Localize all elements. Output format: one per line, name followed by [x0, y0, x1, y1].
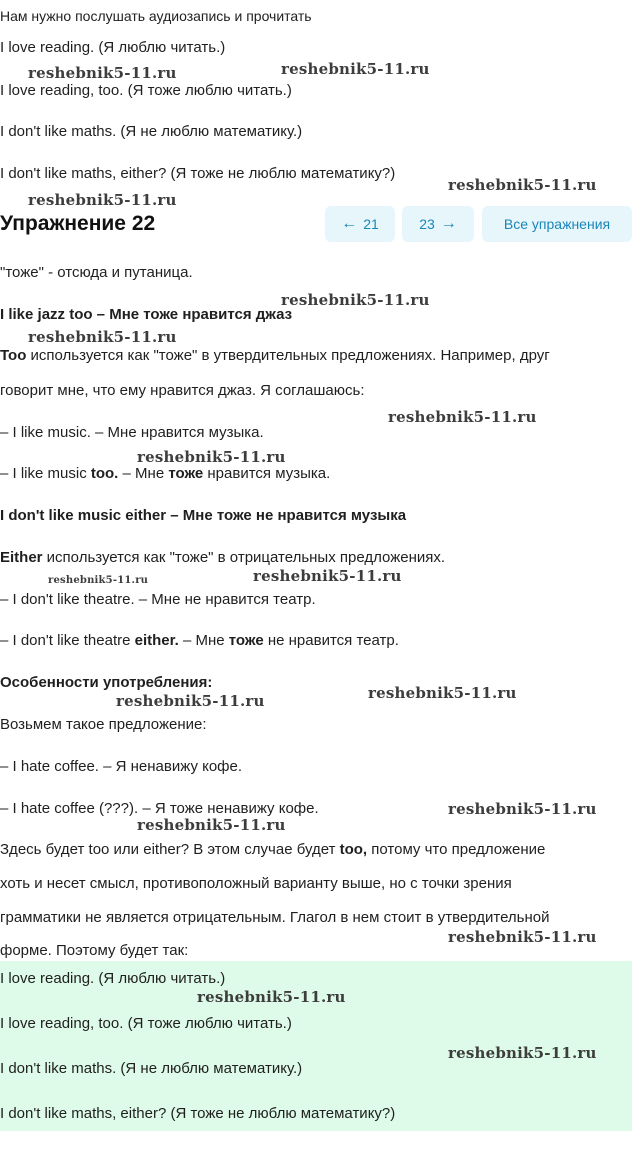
- text-line: I love reading, too. (Я тоже люблю читать.): [0, 82, 292, 99]
- answer-line: I don't like maths, either? (Я тоже не люблю математику?): [0, 1105, 396, 1122]
- exercise-title: Упражнение 22: [0, 212, 156, 235]
- watermark: reshebnik5-11.ru: [448, 928, 597, 946]
- text-line: Нам нужно послушать аудиозапись и прочитать: [0, 8, 312, 24]
- answer-line: I don't like maths. (Я не люблю математику.): [0, 1060, 303, 1077]
- paragraph-line: грамматики не является отрицательным. Глагол в нем стоит в утвердительной: [0, 909, 550, 926]
- paragraph-line: хоть и несет смысл, противоположный варианту выше, но с точки зрения: [0, 875, 512, 892]
- answer-line: I love reading, too. (Я тоже люблю читать.): [0, 1015, 292, 1032]
- watermark: reshebnik5-11.ru: [448, 176, 597, 194]
- too-description-line2: говорит мне, что ему нравится джаз. Я соглашаюсь:: [0, 382, 365, 399]
- next-exercise-button[interactable]: [402, 206, 474, 242]
- prev-exercise-label: 21: [363, 216, 379, 232]
- paragraph-line: Здесь будет too или either? В этом случае будет too, потому что предложение: [0, 841, 546, 858]
- watermark: reshebnik5-11.ru: [197, 988, 346, 1006]
- watermark: reshebnik5-11.ru: [448, 1044, 597, 1062]
- watermark: reshebnik5-11.ru: [28, 328, 177, 346]
- text-line: I love reading. (Я люблю читать.): [0, 39, 226, 56]
- arrow-left-icon: ←: [341, 215, 358, 232]
- watermark: reshebnik5-11.ru: [137, 448, 286, 466]
- answer-line: I love reading. (Я люблю читать.): [0, 970, 226, 987]
- example-line: – I like music too. – Мне тоже нравится музыка.: [0, 465, 331, 482]
- example-line: – I like music. – Мне нравится музыка.: [0, 424, 264, 441]
- paragraph-line: форме. Поэтому будет так:: [0, 942, 189, 959]
- watermark: reshebnik5-11.ru: [137, 816, 286, 834]
- watermark: reshebnik5-11.ru: [281, 291, 430, 309]
- watermark: reshebnik5-11.ru: [116, 692, 265, 710]
- watermark: reshebnik5-11.ru: [281, 60, 430, 78]
- watermark: reshebnik5-11.ru: [253, 567, 402, 585]
- arrow-right-icon: →: [440, 215, 457, 232]
- prev-exercise-button[interactable]: [325, 206, 395, 242]
- watermark: reshebnik5-11.ru: [48, 575, 149, 586]
- text-line: I don't like maths, either? (Я тоже не люблю математику?): [0, 165, 396, 182]
- example-line: – I hate coffee (???). – Я тоже ненавижу кофе.: [0, 800, 319, 817]
- features-heading: Особенности употребления:: [0, 674, 213, 691]
- example-line: – I hate coffee. – Я ненавижу кофе.: [0, 758, 243, 775]
- too-description: Too используется как "тоже" в утвердительных предложениях. Например, друг: [0, 347, 550, 364]
- text-line: I don't like maths. (Я не люблю математику.): [0, 123, 303, 140]
- either-heading: I don't like music either – Мне тоже не нравится музыка: [0, 507, 407, 524]
- watermark: reshebnik5-11.ru: [388, 408, 537, 426]
- all-exercises-label: Все упражнения: [503, 216, 611, 232]
- intro-text: "тоже" - отсюда и путаница.: [0, 264, 193, 281]
- example-line: – I don't like theatre. – Мне не нравится театр.: [0, 591, 316, 608]
- either-description: Either используется как "тоже" в отрицательных предложениях.: [0, 549, 446, 566]
- watermark: reshebnik5-11.ru: [28, 191, 177, 209]
- too-heading: I like jazz too – Мне тоже нравится джаз: [0, 306, 293, 323]
- all-exercises-button[interactable]: [482, 206, 632, 242]
- watermark: reshebnik5-11.ru: [28, 64, 177, 82]
- next-exercise-label: 23: [419, 216, 435, 232]
- example-line: – I don't like theatre either. – Мне тоже не нравится театр.: [0, 632, 399, 649]
- watermark: reshebnik5-11.ru: [448, 800, 597, 818]
- watermark: reshebnik5-11.ru: [368, 684, 517, 702]
- text-line: Возьмем такое предложение:: [0, 716, 207, 733]
